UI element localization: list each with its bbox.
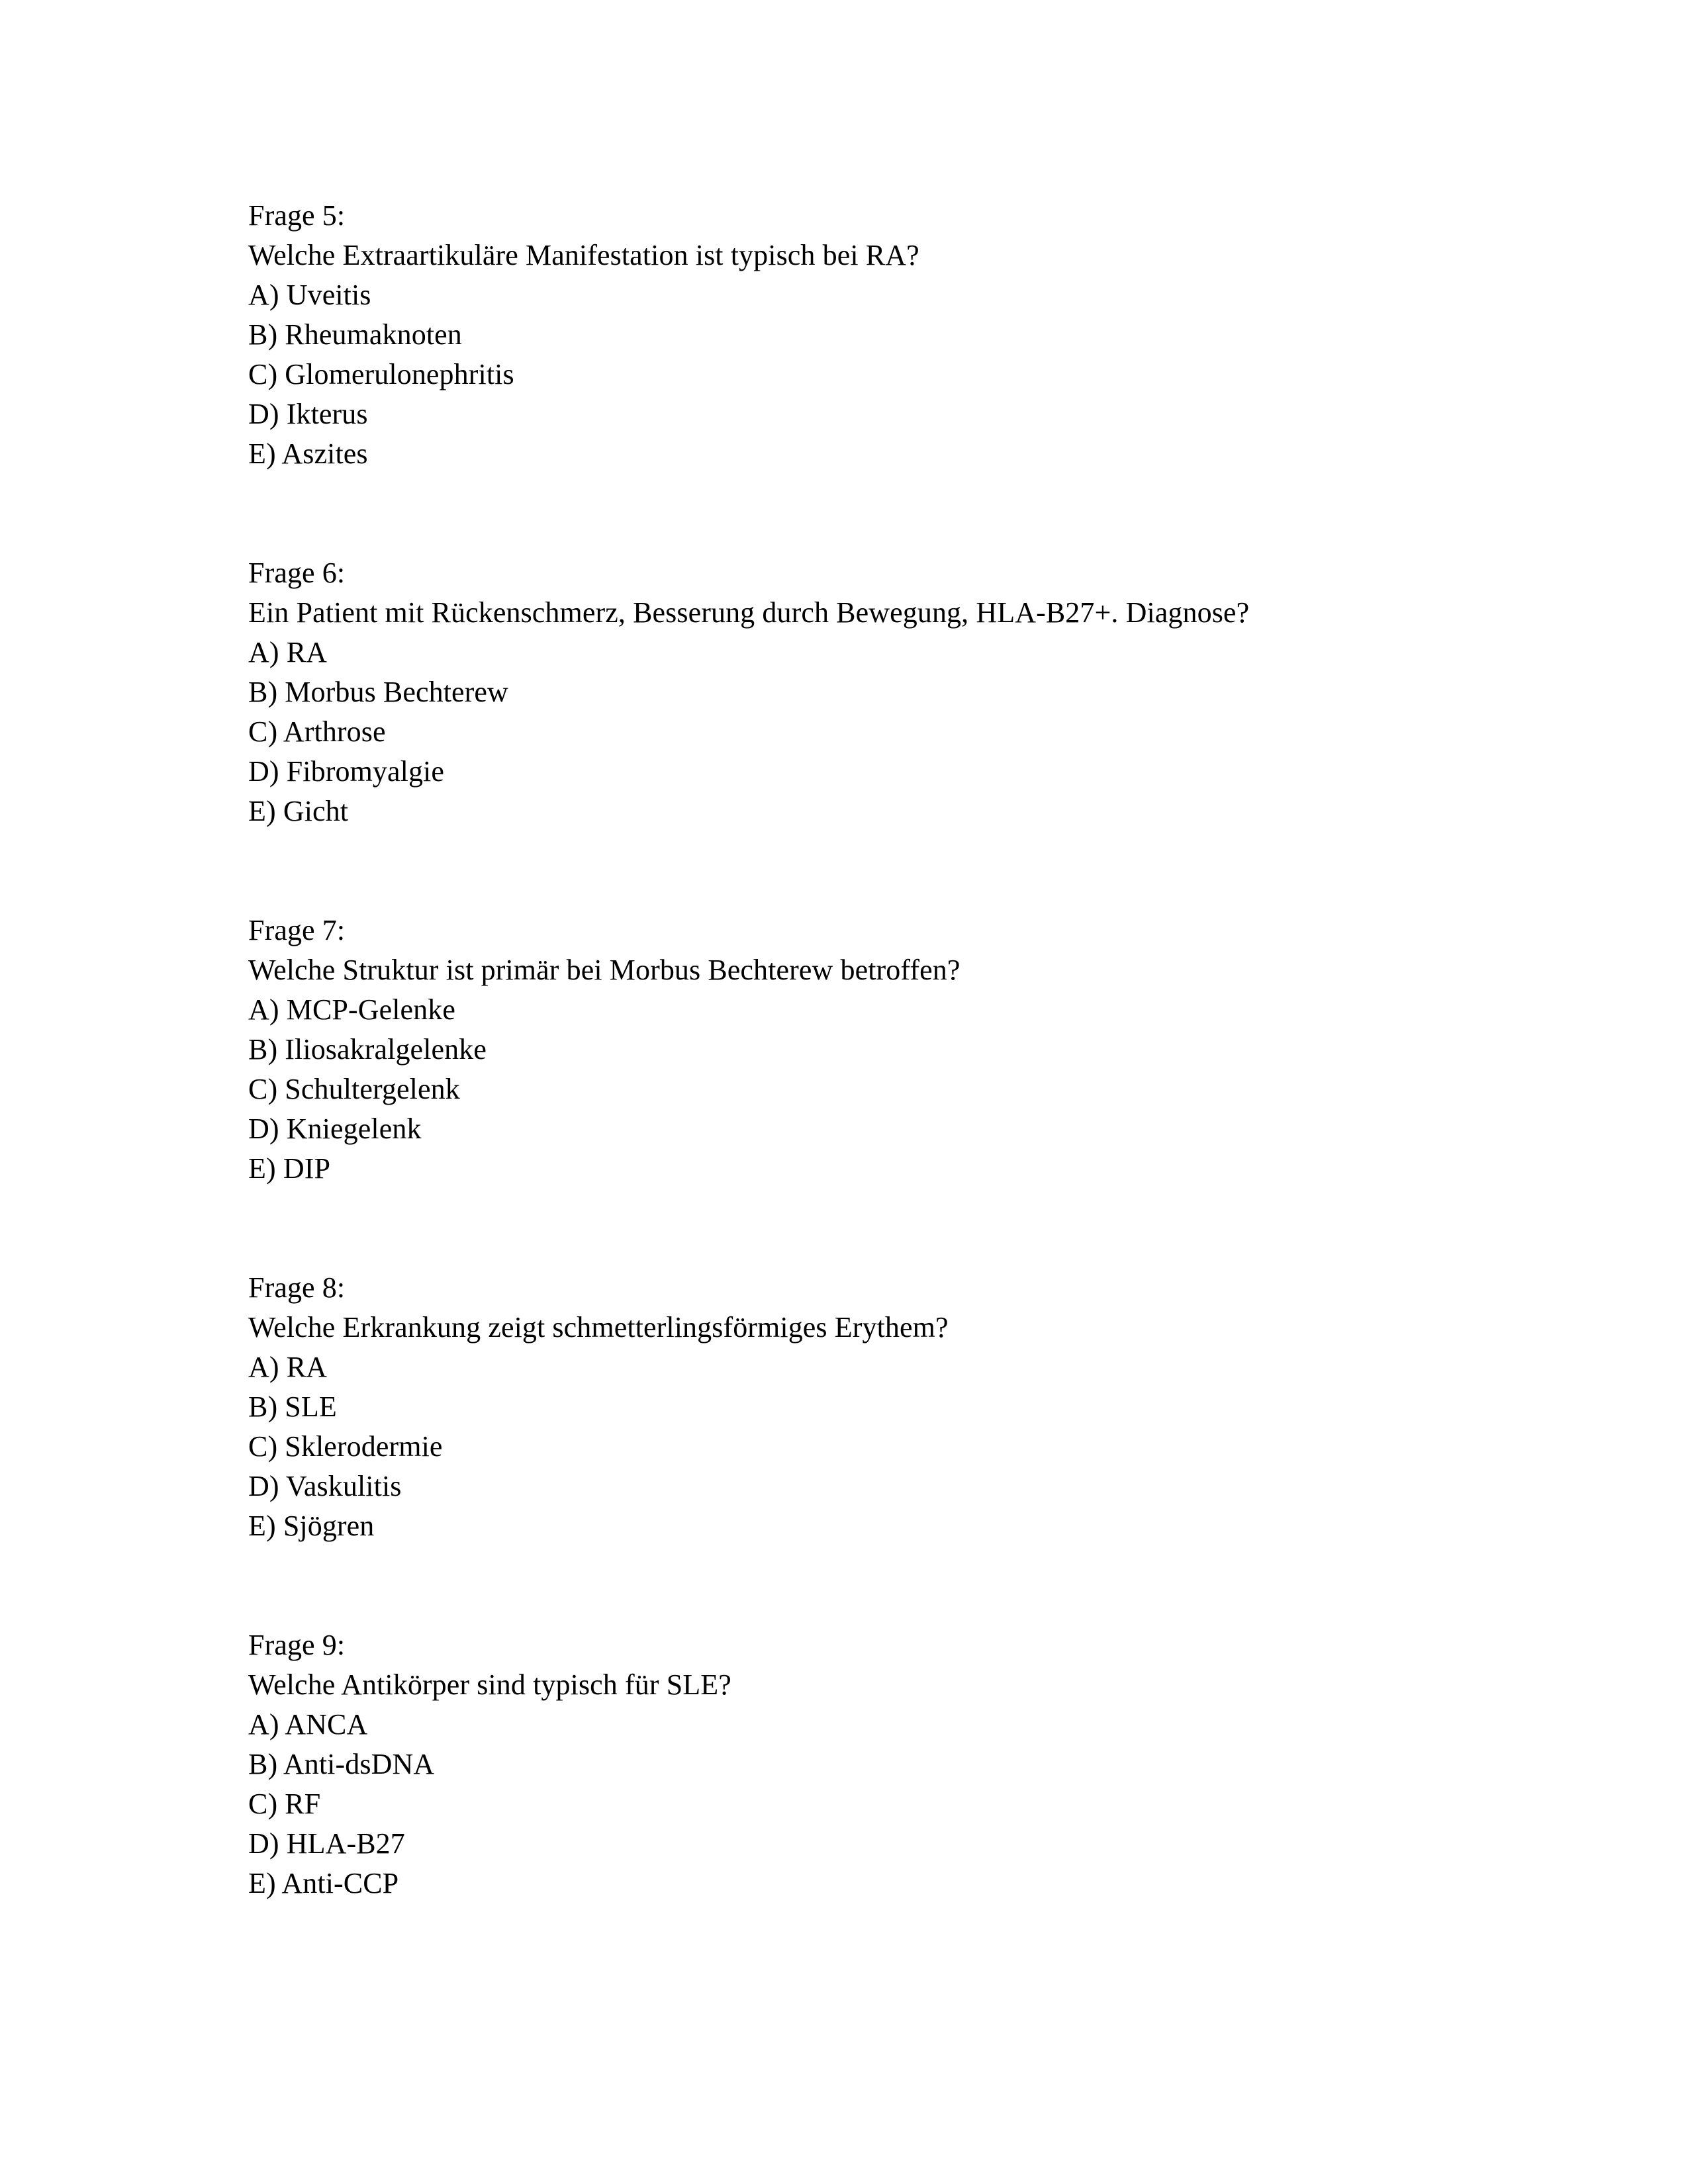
question-option: B) Morbus Bechterew: [248, 676, 508, 708]
question-label: Frage 8:: [248, 1271, 346, 1304]
question-option: D) HLA-B27: [248, 1827, 405, 1860]
question-option: E) Anti-CCP: [248, 1867, 399, 1899]
question-option: C) Sklerodermie: [248, 1430, 443, 1463]
question-option: C) Glomerulonephritis: [248, 358, 514, 390]
question-label: Frage 5:: [248, 199, 346, 232]
question-list: [248, 196, 1440, 1903]
question-option: E) Sjögren: [248, 1510, 375, 1542]
question-label: Frage 7:: [248, 914, 346, 946]
question-option: E) DIP: [248, 1152, 331, 1185]
question-option: A) RA: [248, 1351, 328, 1383]
question-option: B) Rheumaknoten: [248, 318, 462, 351]
question-option: E) Aszites: [248, 437, 368, 470]
question-block-7: [248, 911, 1440, 1189]
question-stem: Welche Struktur ist primär bei Morbus Bechterew betroffen?: [248, 954, 961, 986]
question-option: A) Uveitis: [248, 279, 371, 311]
question-stem: Ein Patient mit Rückenschmerz, Besserung durch Bewegung, HLA-B27+. Diagnose?: [248, 596, 1250, 629]
question-option: B) Iliosakralgelenke: [248, 1033, 487, 1066]
question-block-9: [248, 1625, 1440, 1903]
question-block-6: [248, 553, 1440, 831]
question-option: B) Anti-dsDNA: [248, 1748, 435, 1780]
question-option: D) Ikterus: [248, 398, 368, 430]
question-option: C) Arthrose: [248, 715, 386, 748]
question-block-5: [248, 196, 1440, 474]
question-option: D) Kniegelenk: [248, 1113, 422, 1145]
question-option: E) Gicht: [248, 795, 349, 827]
question-option: D) Fibromyalgie: [248, 755, 445, 788]
question-option: A) ANCA: [248, 1708, 368, 1741]
question-option: D) Vaskulitis: [248, 1470, 402, 1502]
question-label: Frage 6:: [248, 557, 346, 589]
question-block-8: [248, 1268, 1440, 1546]
question-label: Frage 9:: [248, 1629, 346, 1661]
question-stem: Welche Antikörper sind typisch für SLE?: [248, 1668, 731, 1701]
question-stem: Welche Extraartikuläre Manifestation ist typisch bei RA?: [248, 239, 919, 271]
question-option: A) RA: [248, 636, 328, 668]
question-stem: Welche Erkrankung zeigt schmetterlingsförmiges Erythem?: [248, 1311, 949, 1343]
question-option: B) SLE: [248, 1390, 337, 1423]
question-option: C) Schultergelenk: [248, 1073, 460, 1105]
question-option: C) RF: [248, 1788, 321, 1820]
question-option: A) MCP-Gelenke: [248, 993, 456, 1026]
